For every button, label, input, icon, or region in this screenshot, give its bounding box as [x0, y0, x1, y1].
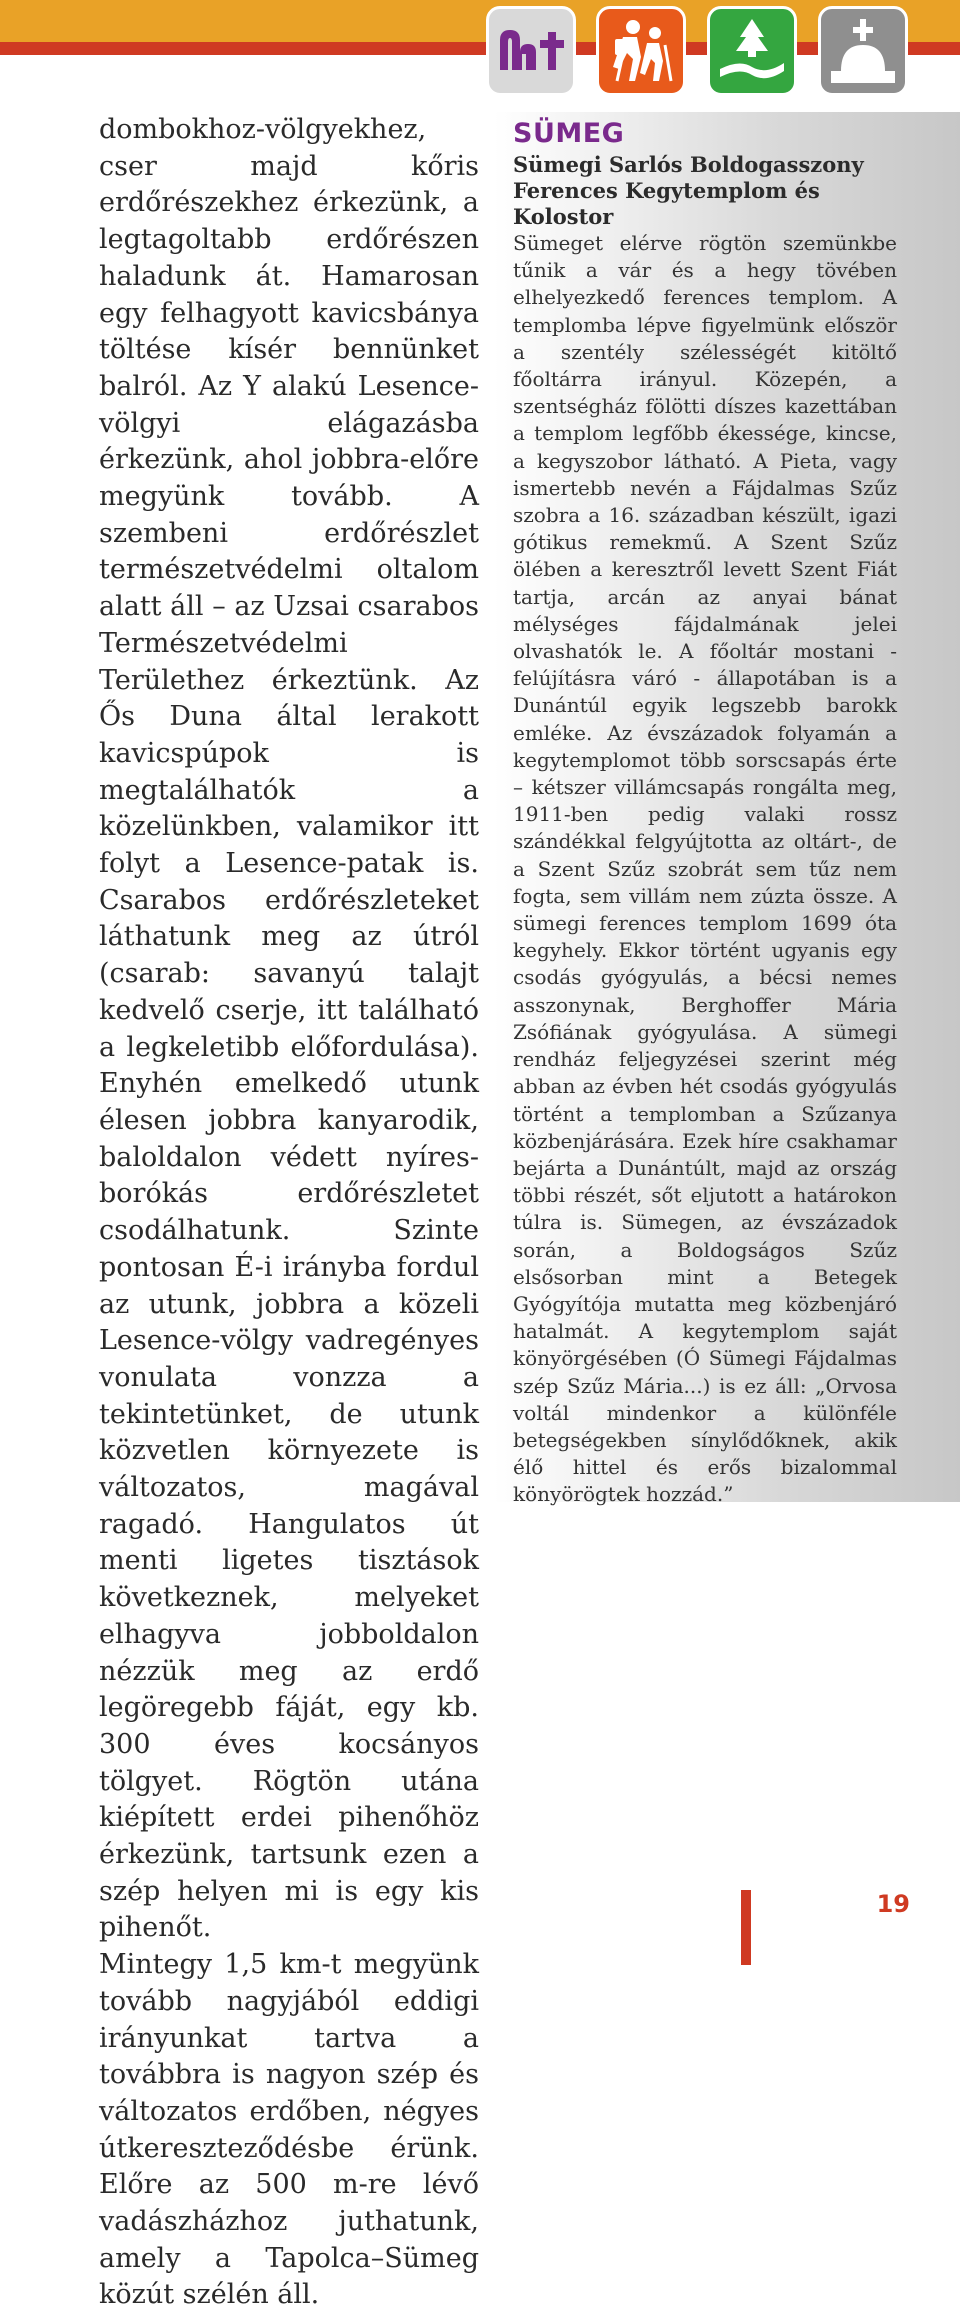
chapel-icon — [818, 6, 908, 96]
church-icon — [486, 6, 576, 96]
sidebar-subtitle: Sümegi Sarlós Boldogasszony Ferences Kegytemplom és Kolostor — [513, 152, 864, 229]
hikers-icon — [596, 6, 686, 96]
main-text-column — [99, 112, 479, 2314]
main-paragraph: dombokhoz-völgyekhez, cser majd kőris erdőrészekhez érkezünk, a legtagoltabb erdőrészen haladunk át. Hamarosan egy felhagyott kavicsbánya töltése kísér bennünket balról. Az Y alakú Lesence-völgyi elágazásba érkezünk, ahol jobbra-előre megyünk tovább. A szembeni erdőrészlet természetvédelmi oltalom alatt áll – az Uzsai csarabos Természetvédelmi Területhez érkeztünk. Az Ős Duna által lerakott kavicspúpok is megtalálhatók a közelünkben, valamikor itt folyt a Lesence-patak is. Csarabos erdőrészleteket láthatunk meg az útról (csarab: savanyú talajt kedvelő cserje, itt található a legkeletibb előfordulása). Enyhén emelkedő utunk élesen jobbra kanyarodik, baloldalon védett nyíres-borókás erdőrészletet csodálhatunk. Szinte pontosan É-i irányba fordul az utunk, jobbra a közeli Lesence-völgy vadregényes vonulata vonzza a tekintetünket, de utunk közvetlen környezete is változatos, magával ragadó. Hangulatos út menti ligetes tisztások következnek, melyeket elhagyva jobboldalon nézzük meg az erdő legöregebb fáját, egy kb. 300 éves kocsányos tölgyet. Rögtön utána kiépített erdei pihenőhöz érkezünk, tartsunk ezen a szép helyen mi is egy kis pihenőt. — [99, 114, 479, 1944]
sidebar-body: Sümeget elérve rögtön szemünkbe tűnik a vár és a hegy tövében elhelyezkedő ferences templom. A templomba lépve figyelmünk először a szentély szélességét kitöltő főoltárra irányul. Közepén, a szentségház fölötti díszes kazettában a templom legfőbb ékessége, kincse, a kegyszobor látható. A Pieta, vagy ismertebb nevén a Fájdalmas Szűz szobra a 16. században készült, igazi gótikus remekmű. A Szent Szűz ölében a keresztről levett Szent Fiát tartja, arcán az anyai bánat mélységes fájdalmának jelei olvashatók le. A főoltár mostani - felújításra váró - állapotában is a Dunántúl egyik legszebb barokk emléke. Az évszázadok folyamán a kegytemplomot több sorscsapás érte – kétszer villámcsapás rongálta meg, 1911-ben pedig valaki rossz szándékkal felgyújtotta az oltárt-, de a Szent Szűz szobrát sem tűz nem fogta, sem villám nem zúzta össze. A sümegi ferences templom 1699 óta kegyhely. Ekkor történt ugyanis egy csodás gyógyulás, a bécsi nemes asszonynak, Berghoffer Mária Zsófiának gyógyulása. A sümegi rendház feljegyzései szerint még abban az évben hét csodás gyógyulás történt a templomban a Szűzanya közbenjárására. Ezek híre csakhamar bejárta a Dunántúlt, majd az ország többi részét, sőt eljutott a határokon túlra is. Sümegen, az évszázadok során, a Boldogságos Szűz elsősorban mint a Betegek Gyógyítója mutatta meg közbenjáró hatalmát. A kegytemplom saját könyörgésében (Ó Sümegi Fájdalmas szép Szűz Mária...) is ez áll: „Orvosa voltál mindenkor a különféle betegségekben sínylődőknek, akik élő hittel és erős bizalommal könyörögtek hozzád.” — [513, 231, 897, 1507]
page-number: 19 — [876, 1890, 910, 1918]
footer-accent-bar — [741, 1890, 751, 1965]
main-paragraph-2: Mintegy 1,5 km-t megyünk tovább nagyjából eddigi irányunkat tartva a továbbra is nagyon szép és változatos erdőben, négyes útkereszteződésbe érünk. Előre az 500 m-re lévő vadászházhoz juthatunk, amely a Tapolca–Sümeg közút szélén áll. — [99, 1949, 479, 2311]
sidebar-content — [513, 118, 897, 1509]
sidebar-place-title: SÜMEG — [513, 118, 625, 149]
header-red-stripe — [0, 42, 960, 55]
forest-road-icon — [707, 6, 797, 96]
